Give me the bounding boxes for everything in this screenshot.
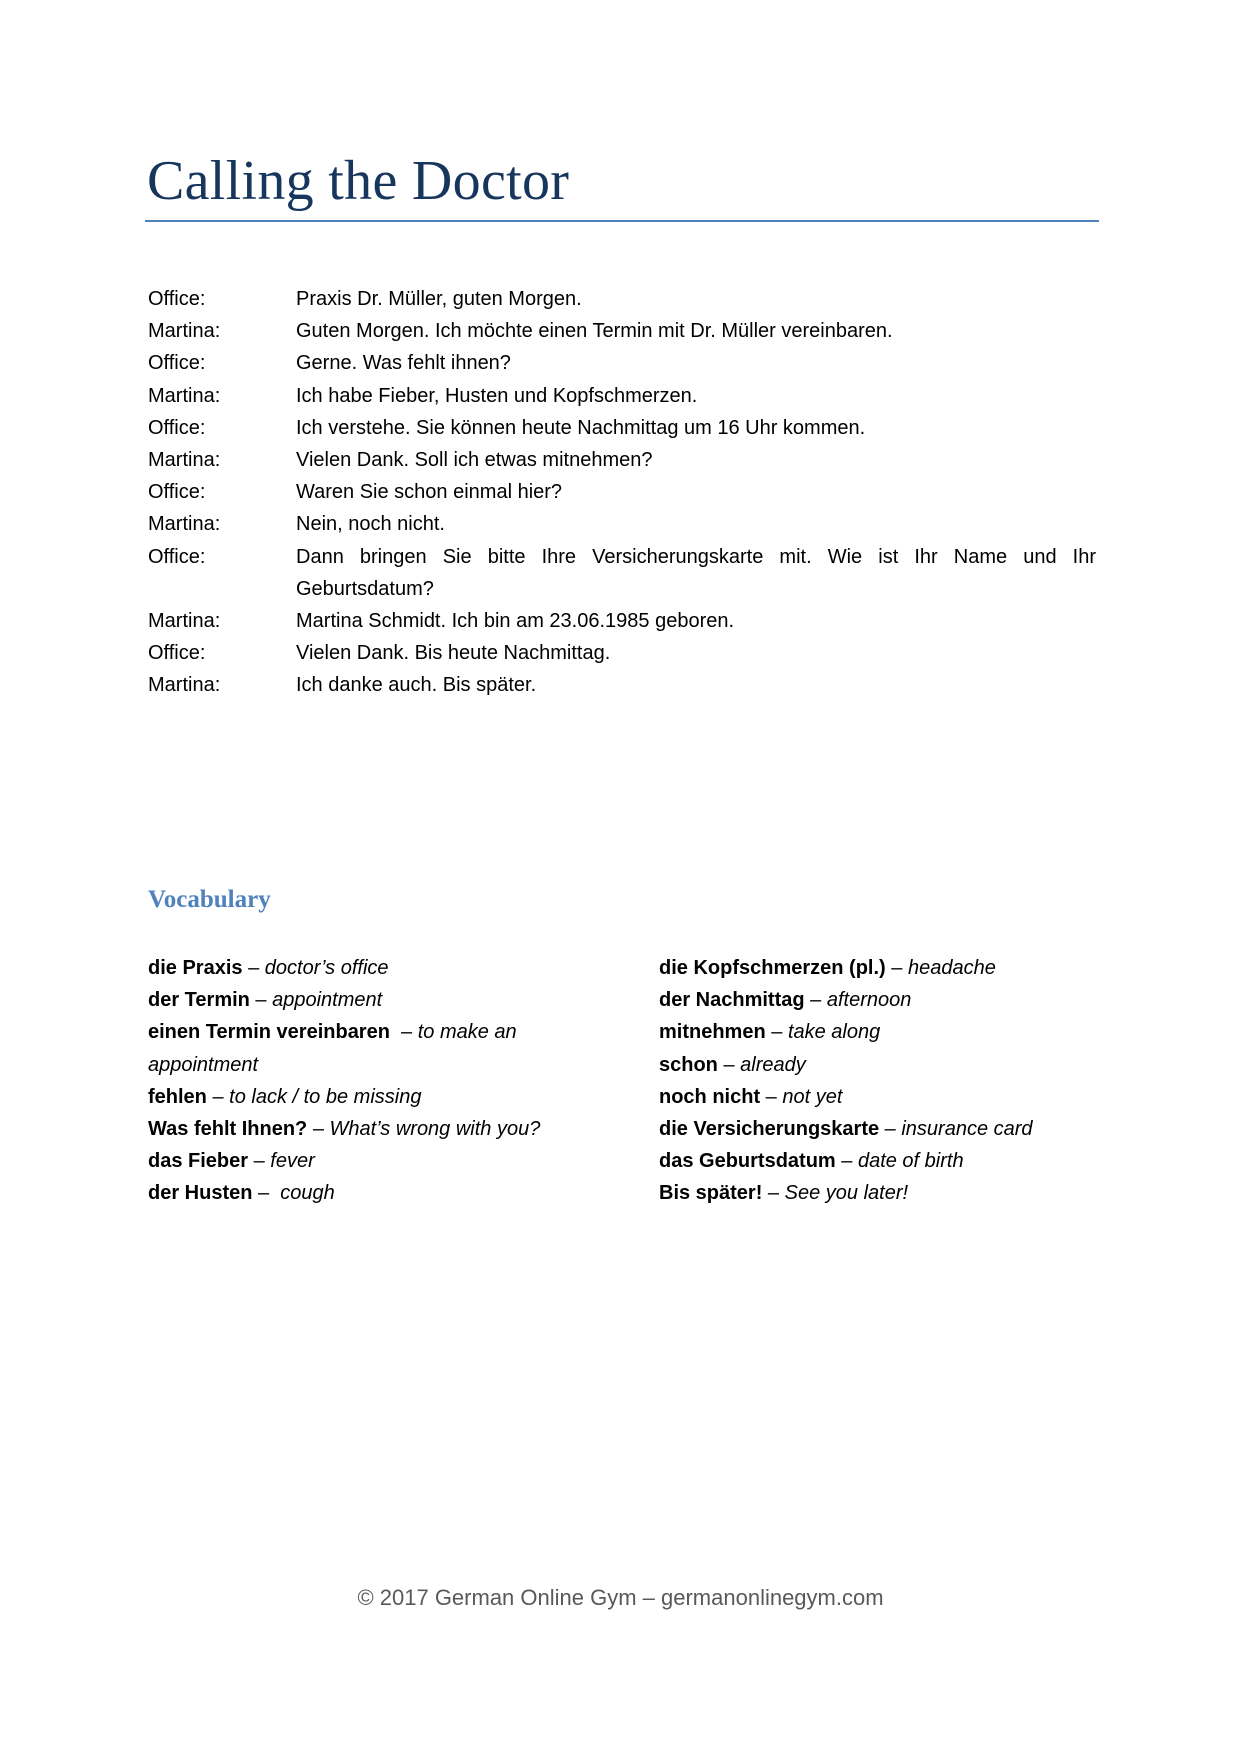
vocab-translation: cough: [280, 1182, 335, 1205]
vocabulary-heading: Vocabulary: [148, 886, 271, 913]
vocabulary-item: [659, 984, 1119, 1016]
dialogue-row: [148, 412, 1096, 444]
speaker-label: Martina:: [148, 610, 221, 633]
dialogue-line: Gerne. Was fehlt ihnen?: [296, 352, 511, 375]
vocabulary-item: [659, 1016, 1119, 1048]
vocab-translation: already: [740, 1053, 806, 1076]
vocab-translation: appointment: [272, 989, 383, 1012]
dialogue-line: Dann bringen Sie bitte Ihre Versicherungskarte mit. Wie ist Ihr Name und Ihr Geburtsdatum?: [296, 545, 1096, 600]
vocabulary-item: [148, 1145, 568, 1177]
vocab-translation: doctor’s office: [264, 957, 389, 979]
dialogue-row: [148, 476, 1096, 508]
dialogue-line: Vielen Dank. Bis heute Nachmittag.: [296, 642, 611, 665]
speaker-label: Office:: [148, 288, 206, 310]
dialogue-row: [148, 541, 1096, 605]
vocab-dash: –: [242, 957, 265, 979]
vocab-term: die Kopfschmerzen (pl.): [659, 957, 886, 979]
vocab-translation: not yet: [782, 1085, 843, 1108]
vocabulary-item: [148, 984, 568, 1016]
vocab-translation: to lack / to be missing: [229, 1085, 422, 1108]
vocab-dash: –: [765, 1021, 788, 1044]
vocabulary-item: [148, 1016, 568, 1080]
speaker-label: Martina:: [148, 320, 221, 343]
dialogue-row: [148, 283, 1096, 315]
vocabulary-item: [659, 952, 1119, 984]
vocab-dash: –: [804, 989, 827, 1012]
vocab-term: die Versicherungskarte: [659, 1118, 880, 1141]
vocab-term: der Termin: [148, 989, 250, 1012]
vocab-dash: –: [307, 1118, 330, 1141]
vocabulary-item: [148, 1177, 568, 1209]
vocab-translation: headache: [907, 957, 996, 979]
vocabulary-item: [148, 1081, 568, 1113]
vocab-dash: –: [885, 957, 908, 979]
speaker-label: Office:: [148, 545, 206, 568]
dialogue-row: [148, 444, 1096, 476]
speaker-label: Office:: [148, 416, 206, 439]
speaker-label: Office:: [148, 642, 206, 665]
dialogue-line: Ich verstehe. Sie können heute Nachmittag um 16 Uhr kommen.: [296, 416, 866, 439]
vocabulary-item: [659, 1145, 1119, 1177]
vocabulary-item: [148, 952, 568, 984]
vocab-term: das Geburtsdatum: [659, 1150, 836, 1173]
vocab-translation: What’s wrong with you?: [329, 1118, 541, 1141]
vocab-dash: –: [879, 1118, 902, 1141]
vocab-term: Was fehlt Ihnen?: [148, 1118, 308, 1141]
vocab-dash: –: [248, 1150, 271, 1173]
vocab-dash: –: [249, 989, 273, 1012]
vocab-dash: –: [252, 1182, 281, 1205]
dialogue-row: [148, 637, 1096, 669]
dialogue-line: Ich habe Fieber, Husten und Kopfschmerzen.: [296, 384, 698, 407]
vocabulary-column-left: [148, 952, 568, 1210]
vocab-translation: afternoon: [826, 989, 912, 1012]
vocabulary-item: [659, 1081, 1119, 1113]
vocab-translation: insurance card: [901, 1118, 1033, 1141]
dialogue-line: Waren Sie schon einmal hier?: [296, 481, 563, 504]
dialogue-row: [148, 605, 1096, 637]
dialogue-line: Ich danke auch. Bis später.: [296, 674, 537, 697]
vocab-term: fehlen: [148, 1085, 207, 1108]
dialogue-line: Vielen Dank. Soll ich etwas mitnehmen?: [296, 449, 653, 472]
vocab-term: der Husten: [148, 1182, 253, 1205]
vocabulary-item: [659, 1113, 1119, 1145]
dialogue-row: [148, 380, 1096, 412]
dialogue-row: [148, 347, 1096, 379]
vocab-term: die Praxis: [148, 957, 243, 979]
speaker-label: Martina:: [148, 674, 221, 697]
vocab-translation: date of birth: [857, 1150, 964, 1173]
vocabulary-item: [659, 1177, 1119, 1209]
speaker-label: Office:: [148, 481, 206, 504]
dialogue-row: [148, 508, 1096, 540]
vocab-dash: –: [717, 1053, 741, 1076]
dialogue-line: Nein, noch nicht.: [296, 513, 445, 536]
vocab-dash: –: [835, 1150, 858, 1173]
vocab-term: der Nachmittag: [659, 989, 805, 1012]
copyright-footer: © 2017 German Online Gym – germanonlinegym.com: [357, 1585, 884, 1610]
vocab-translation: See you later!: [784, 1182, 909, 1205]
dialogue-line: Martina Schmidt. Ich bin am 23.06.1985 geboren.: [296, 610, 735, 633]
title-underline: [145, 220, 1099, 222]
speaker-label: Martina:: [148, 513, 221, 536]
speaker-label: Office:: [148, 352, 206, 375]
dialogue: [148, 283, 1096, 702]
vocab-term: schon: [659, 1053, 718, 1076]
vocab-dash: –: [206, 1085, 230, 1108]
vocab-translation: to make an appointment: [148, 1021, 517, 1076]
dialogue-line: Praxis Dr. Müller, guten Morgen.: [296, 288, 582, 310]
speaker-label: Martina:: [148, 384, 221, 407]
vocabulary-column-right: [659, 952, 1119, 1210]
vocab-term: einen Termin vereinbaren: [148, 1021, 390, 1044]
vocab-term: noch nicht: [659, 1085, 761, 1108]
page-title: Calling the Doctor: [147, 150, 570, 212]
vocab-dash: –: [762, 1182, 785, 1205]
vocab-translation: take along: [787, 1021, 881, 1044]
vocab-dash: –: [389, 1021, 418, 1044]
dialogue-row: [148, 669, 1096, 701]
vocab-term: mitnehmen: [659, 1021, 766, 1044]
speaker-label: Martina:: [148, 449, 221, 472]
vocabulary-item: [659, 1049, 1119, 1081]
vocab-dash: –: [760, 1085, 783, 1108]
vocab-term: Bis später!: [659, 1182, 763, 1205]
dialogue-row: [148, 315, 1096, 347]
vocabulary-item: [148, 1113, 568, 1145]
vocab-translation: fever: [270, 1150, 315, 1173]
dialogue-line: Guten Morgen. Ich möchte einen Termin mit Dr. Müller vereinbaren.: [296, 320, 893, 343]
vocab-term: das Fieber: [148, 1150, 249, 1173]
